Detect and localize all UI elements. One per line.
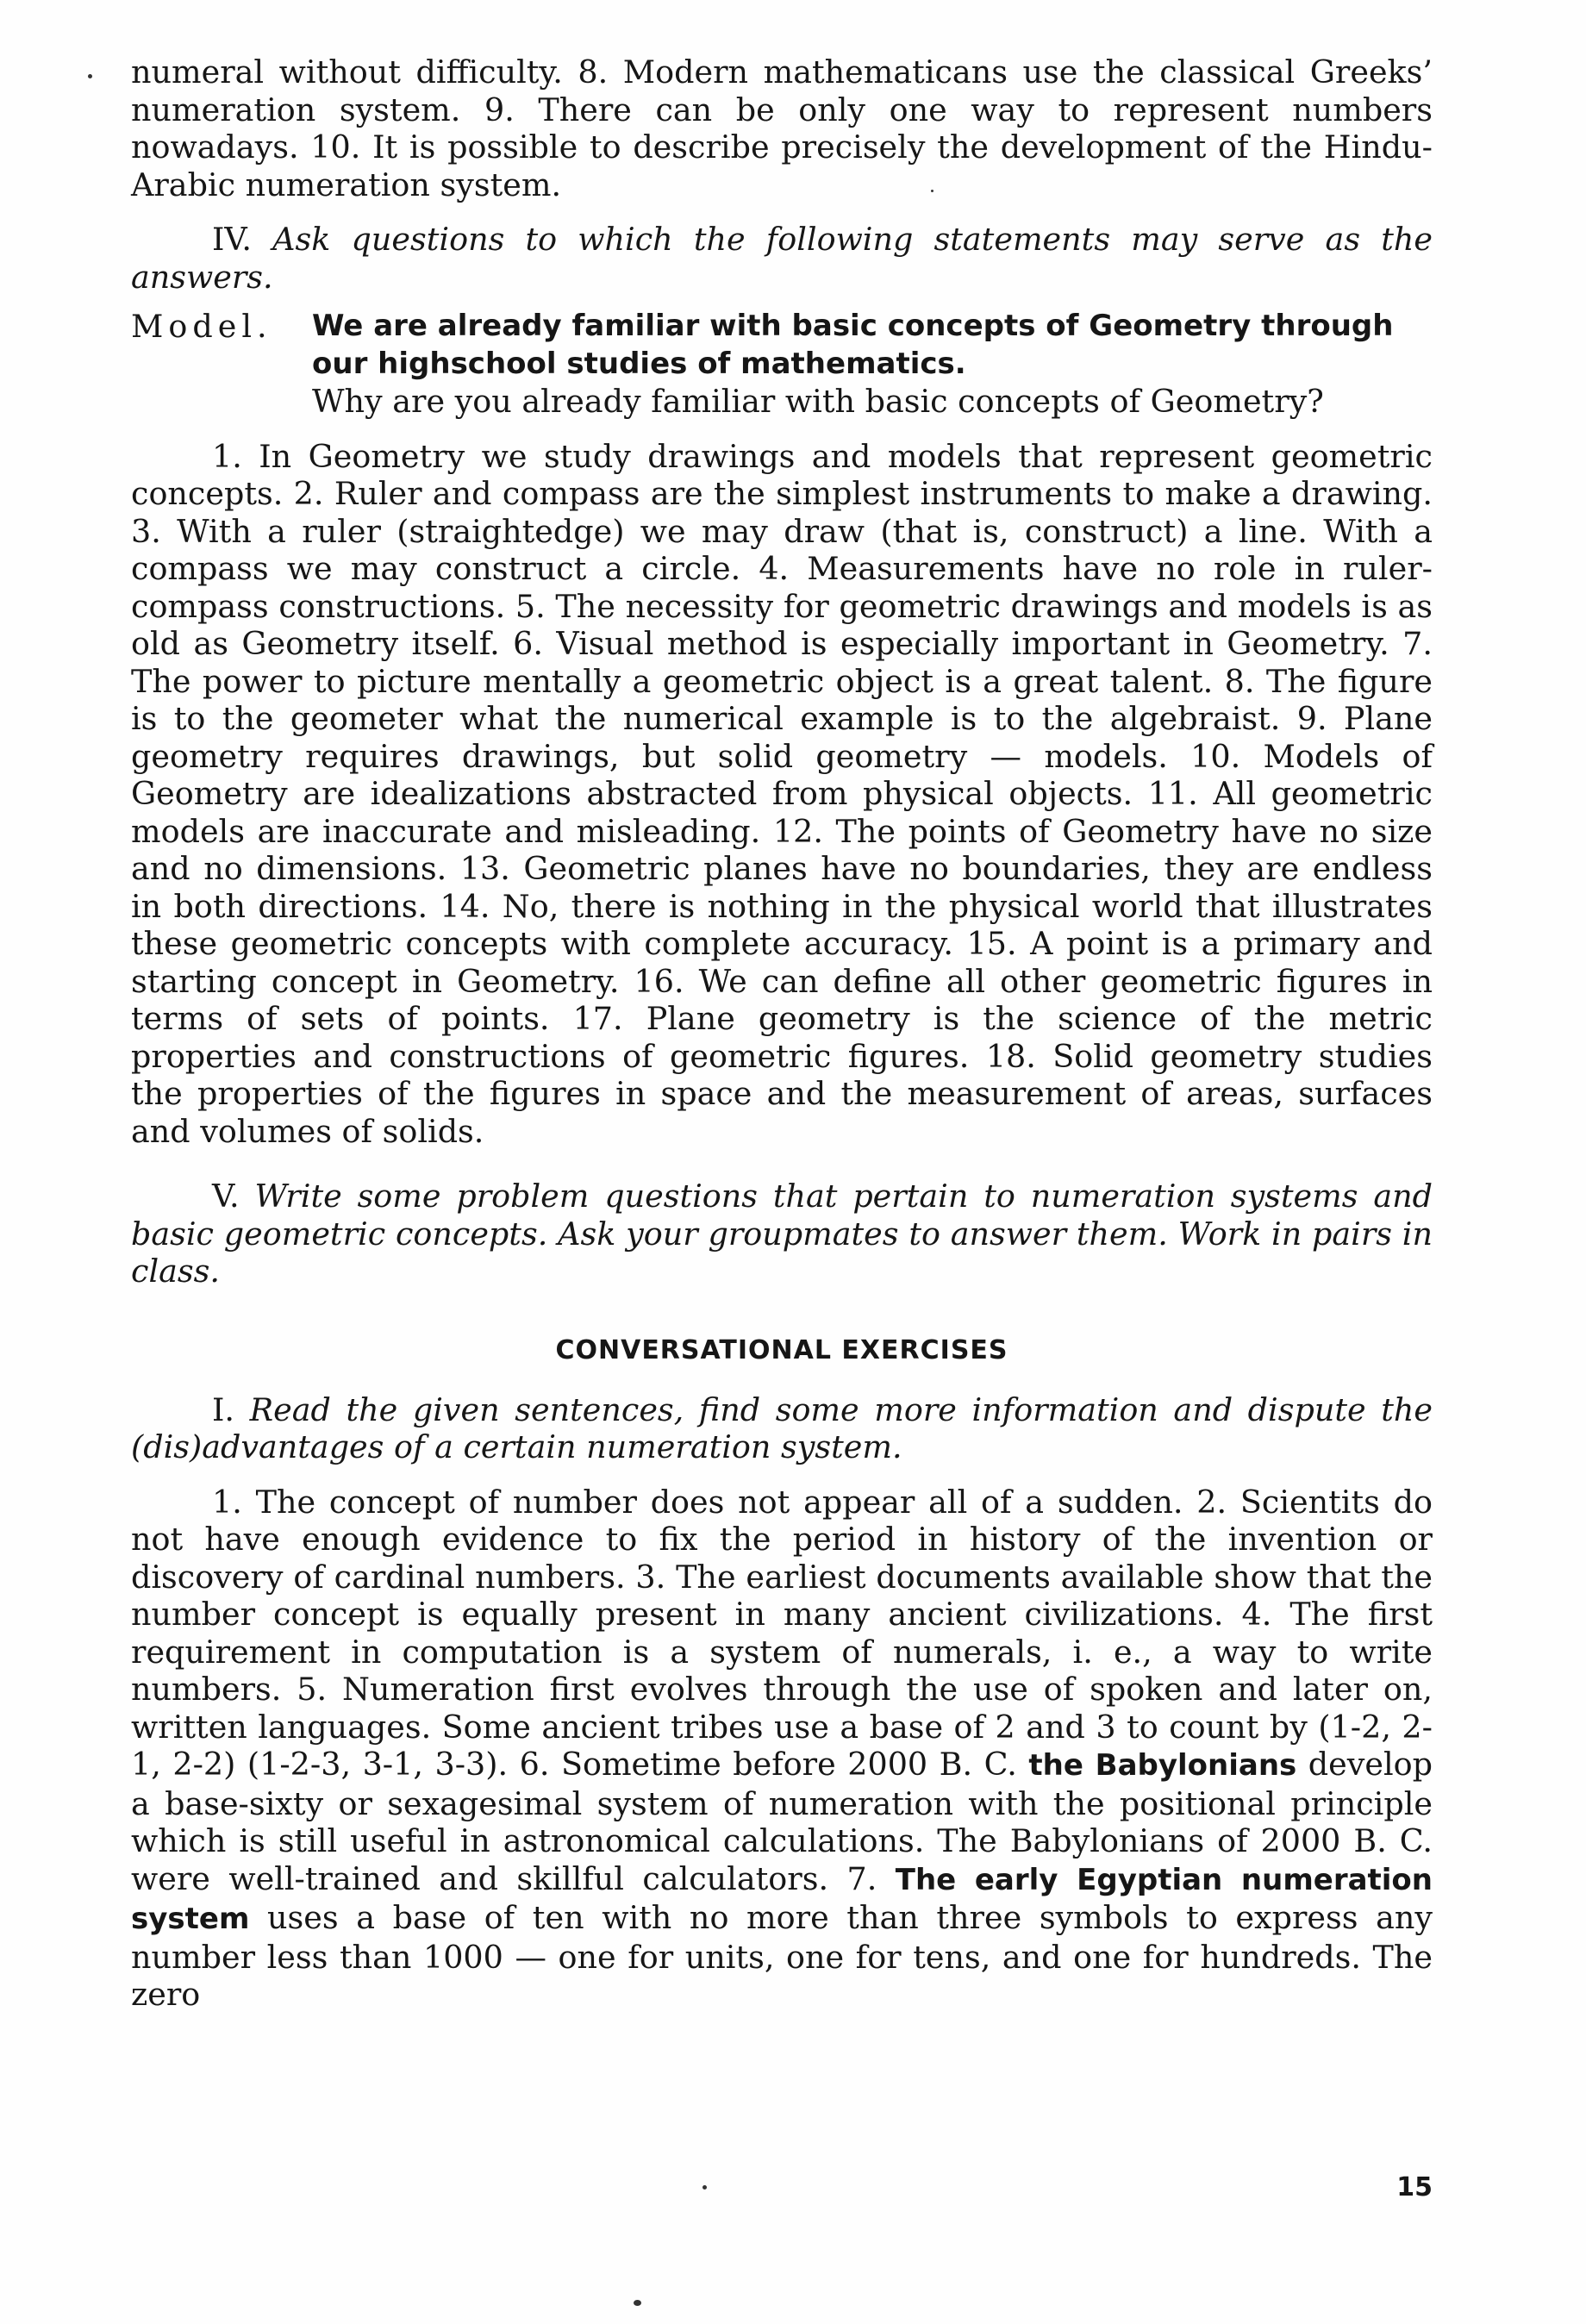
conv-bold-babylonians: the Babylonians (1028, 1748, 1297, 1783)
exercise-v-instruction (131, 1178, 1433, 1290)
conv-bold-egyptian: The early Egyptian numeration system (131, 1862, 1433, 1936)
exercise-v-instruction-text: Write some problem questions that pertain to numeration systems and basic geometric concepts. Ask your groupmates to answer them. Work in pairs in class. (131, 1178, 1433, 1290)
exercise-iv-number: IV. (212, 221, 252, 258)
conv-exercise-i-instruction-text: Read the given sentences, find some more information and dispute the (dis)advantages of a certain numeration system. (131, 1390, 1433, 1465)
conv-text-part2: develop a base-sixty or sexagesimal system of numeration with the positional principle which is still useful in astronomical calculations. The Babylonians of 2000 B. C. were well-trained and skillful calculators. 7. (131, 1746, 1433, 1897)
conv-exercise-i-instruction (131, 1391, 1433, 1466)
print-speck (702, 2185, 707, 2190)
conv-text-part1: 1. The concept of number does not appear all of a sudden. 2. Scientits do not have enough evidence to fix the period in history of the invention or discovery of cardinal numbers. 3. The earliest documents available show that the number concept is equally present in many ancient civilizations. 4. The first requirement in computation is a system of numerals, i. e., a way to write numbers. 5. Numeration first evolves through the use of spoken and later on, written languages. Some ancient tribes use a base of 2 and 3 to count by (1-2, 2-1, 2-2) (1-2-3, 3-1, 3-3). 6. Sometime before 2000 B. C. (131, 1483, 1433, 1783)
exercise-v-number: V. (212, 1178, 240, 1215)
print-speck (88, 74, 92, 78)
page-number: 15 (1396, 2172, 1433, 2202)
exercise-iv-instruction (131, 221, 1433, 296)
model-block (131, 308, 1433, 421)
text-column (131, 53, 1433, 2014)
model-question: Why are you already familiar with basic concepts of Geometry? (312, 383, 1324, 420)
print-speck (634, 2300, 641, 2306)
conv-exercise-i-number: I. (212, 1390, 235, 1428)
conv-exercise-i-text (131, 1484, 1433, 2014)
model-body (312, 308, 1433, 421)
section-heading: CONVERSATIONAL EXERCISES (555, 1334, 1008, 1365)
carryover-paragraph: numeral without difficulty. 8. Modern mathematicans use the classical Greeks’ numeration system. 9. There can be only one way to represent numbers nowadays. 10. It is possible to describe precisely the development of the Hindu-Arabic numeration system. (131, 53, 1433, 203)
model-label: Model. (131, 308, 272, 345)
conv-text-part3: uses a base of ten with no more than three symbols to express any number less than 1000 — one for units, one for tens, and one for hundreds. The zero (131, 1899, 1433, 2013)
exercise-iv-instruction-text: Ask questions to which the following statements may serve as the answers. (131, 221, 1433, 296)
exercise-iv-statements: 1. In Geometry we study drawings and models that represent geometric concepts. 2. Ruler and compass are the simplest instruments to make a drawing. 3. With a ruler (straightedge) we may draw (that is, construct) a line. With a compass we may construct a circle. 4. Measurements have no role in ruler-compass constructions. 5. The necessity for geometric drawings and models is as old as Geometry itself. 6. Visual method is especially important in Geometry. 7. The power to picture mentally a geometric object is a great talent. 8. The figure is to the geometer what the numerical example is to the algebraist. 9. Plane geometry requires drawings, but solid geometry — models. 10. Models of Geometry are idealizations abstracted from physical objects. 11. All geometric models are inaccurate and misleading. 12. The points of Geometry have no size and no dimensions. 13. Geometric planes have no boundaries, they are endless in both directions. 14. No, there is nothing in the physical world that illustrates these geometric concepts with complete accuracy. 15. A point is a primary and starting concept in Geometry. 16. We can define all other geometric figures in terms of sets of points. 17. Plane geometry is the science of the metric properties and constructions of geometric figures. 18. Solid geometry studies the properties of the figures in space and the measurement of areas, surfaces and volumes of solids. (131, 437, 1433, 1150)
model-statement: We are already familiar with basic concepts of Geometry through our highschool studies of mathematics. (312, 309, 1394, 381)
print-speck (931, 190, 933, 192)
